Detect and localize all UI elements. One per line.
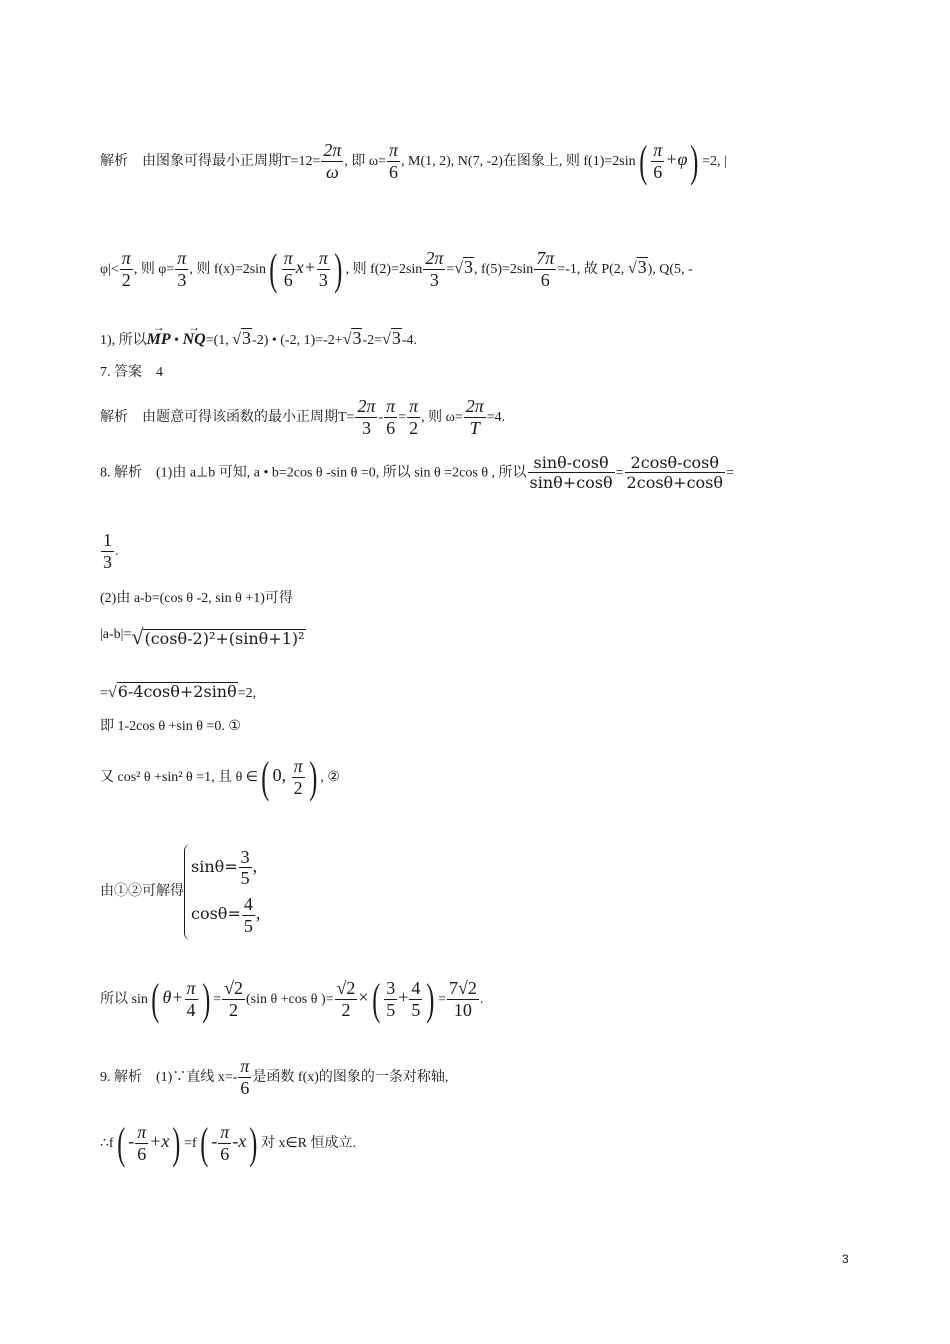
solution-8-part1: 8. 解析 (1)由 a⊥b 可知, a • b=2cos θ -sin θ =0, 所以 sin θ =2cos θ , 所以 $\frac{\sin\theta-\cos\theta}{\sin\theta+\cos\theta}$ = $\frac{2\cos\theta-\cos\theta}{2\cos\theta+\cos\theta}$ = bbox=[100, 453, 734, 493]
answer-7: 7. 答案 4 bbox=[100, 365, 163, 380]
left-brace bbox=[184, 844, 191, 940]
solution-line-1: 解析 由图象可得最小正周期T=12= $\frac{2\pi}{\omega}$ , 即 ω= $\frac{\pi}{6}$ , M(1, 2), N(7, -2)在图象上, 则 f(1)=2sin( $\frac{\pi}{6}$ +φ) =2, | bbox=[100, 137, 727, 186]
solution-8-part2: (2)由 a-b=(cos θ -2, sin θ +1)可得 bbox=[100, 591, 293, 606]
symmetry-condition: ∴f( - $\frac{\pi}{6}$ +x) =f( - $\frac{\pi}{6}$ -x) 对 x∈R 恒成立. bbox=[100, 1119, 356, 1168]
equation-2: 又 cos² θ +sin² θ =1, 且 θ ∈( 0, $\frac{\pi}{2}$ ) , ② bbox=[100, 753, 340, 802]
solution-line-3: 1), 所以→ MP • → NQ=(1, √3-2) • (-2, 1)=-2+√3-2=√3-4. bbox=[100, 328, 417, 349]
fraction: $\frac{2\pi}{\omega}$ bbox=[323, 140, 342, 183]
solution-7: 解析 由题意可得该函数的最小正周期T= $\frac{2\pi}{3}$ - $\frac{\pi}{6}$ = $\frac{\pi}{2}$ , 则 ω= $\frac{2\pi}{T}$ =4. bbox=[100, 396, 506, 438]
solution-line-2: φ|< $\frac{\pi}{2}$ , 则 φ= $\frac{\pi}{3}$ , 则 f(x)=2sin( $\frac{\pi}{6}$ x+ $\frac{\pi}{3}$ ) , 则 f(2)=2sin $\frac{2\pi}{3}$ =√3, f(5)=2sin $\frac{7\pi}{6}$ =-1, 故 P(2, √3), Q(5, - bbox=[100, 245, 693, 294]
solution-system: 由①②可解得 sinθ= $\frac{3}{5}$ , cosθ= $\frac{4}{5}$ , bbox=[100, 844, 260, 940]
final-sin-value: 所以 sin( θ+ $\frac{\pi}{4}$ ) = $\frac{√2}{2}$ (sin θ +cos θ )= $\frac{√2}{2}$ ×( $\frac{3}{5}$ + $\frac{4}{5}$ ) = $\frac{7√2}{10}$ . bbox=[100, 975, 484, 1024]
modulus-line: |a-b|=√(cosθ-2)²+(sinθ+1)² bbox=[100, 624, 305, 649]
fraction: $\frac{\pi}{6}$ bbox=[653, 140, 663, 183]
solution-9-part1: 9. 解析 (1)∵直线 x=- $\frac{\pi}{6}$ 是函数 f(x)的图象的一条对称轴, bbox=[100, 1056, 449, 1098]
modulus-simplified: =√6-4cosθ+2sinθ=2, bbox=[100, 682, 257, 701]
solution-8-result: $\frac{1}{3}$ . bbox=[103, 530, 119, 572]
equation-1: 即 1-2cos θ +sin θ =0. ① bbox=[100, 719, 241, 734]
fraction: $\frac{\pi}{6}$ bbox=[389, 140, 399, 183]
page-number: 3 bbox=[842, 1252, 849, 1266]
